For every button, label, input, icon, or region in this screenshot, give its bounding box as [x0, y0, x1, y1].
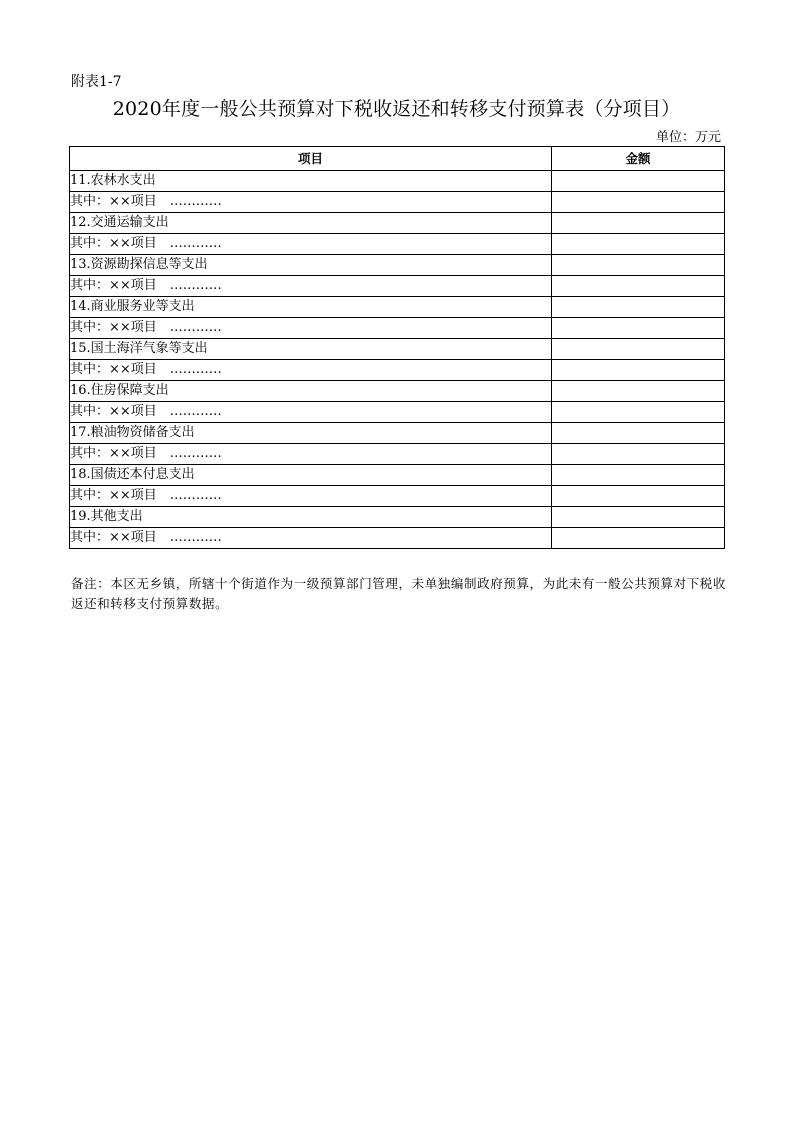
- table-row: [70, 360, 725, 381]
- row-amount: [552, 255, 725, 276]
- row-item: 11.农林水支出: [70, 171, 552, 192]
- row-amount: [552, 423, 725, 444]
- row-item: 其中：××项目 …………: [70, 402, 552, 423]
- table-row: [70, 465, 725, 486]
- row-amount: [552, 276, 725, 297]
- row-amount: [552, 507, 725, 528]
- row-item: 12.交通运输支出: [70, 213, 552, 234]
- row-amount: [552, 234, 725, 255]
- table-row: [70, 423, 725, 444]
- row-item: 其中：××项目 …………: [70, 276, 552, 297]
- row-item: 19.其他支出: [70, 507, 552, 528]
- table-header-row: [70, 147, 725, 171]
- row-item: 13.资源勘探信息等支出: [70, 255, 552, 276]
- row-item: 其中：××项目 …………: [70, 192, 552, 213]
- row-amount: [552, 318, 725, 339]
- table-row: [70, 339, 725, 360]
- table-row: [70, 171, 725, 192]
- row-item: 其中：××项目 …………: [70, 234, 552, 255]
- row-item: 16.住房保障支出: [70, 381, 552, 402]
- table-row: [70, 507, 725, 528]
- table-row: [70, 528, 725, 549]
- table-row: [70, 486, 725, 507]
- row-amount: [552, 381, 725, 402]
- row-item: 其中：××项目 …………: [70, 318, 552, 339]
- row-amount: [552, 297, 725, 318]
- table-row: [70, 444, 725, 465]
- row-item: 18.国债还本付息支出: [70, 465, 552, 486]
- row-item: 15.国土海洋气象等支出: [70, 339, 552, 360]
- row-amount: [552, 171, 725, 192]
- column-header-item: 项目: [70, 147, 552, 171]
- row-amount: [552, 192, 725, 213]
- attachment-label: 附表1-7: [71, 74, 122, 90]
- row-amount: [552, 486, 725, 507]
- table-row: [70, 402, 725, 423]
- row-amount: [552, 360, 725, 381]
- row-item: 其中：××项目 …………: [70, 444, 552, 465]
- table-row: [70, 276, 725, 297]
- table-row: [70, 381, 725, 402]
- row-amount: [552, 213, 725, 234]
- row-item: 其中：××项目 …………: [70, 360, 552, 381]
- table-row: [70, 255, 725, 276]
- row-amount: [552, 339, 725, 360]
- column-header-amount: 金额: [552, 147, 725, 171]
- row-item: 17.粮油物资储备支出: [70, 423, 552, 444]
- table-row: [70, 234, 725, 255]
- row-item: 14.商业服务业等支出: [70, 297, 552, 318]
- table-row: [70, 213, 725, 234]
- row-amount: [552, 444, 725, 465]
- table-row: [70, 297, 725, 318]
- row-item: 其中：××项目 …………: [70, 486, 552, 507]
- row-amount: [552, 528, 725, 549]
- unit-label: 单位：万元: [655, 130, 721, 145]
- table-row: [70, 192, 725, 213]
- row-amount: [552, 402, 725, 423]
- table-row: [70, 318, 725, 339]
- budget-table: [69, 146, 725, 549]
- row-item: 其中：××项目 …………: [70, 528, 552, 549]
- page-title: 2020年度一般公共预算对下税收返还和转移支付预算表（分项目）: [112, 98, 681, 120]
- row-amount: [552, 465, 725, 486]
- footnote: 备注：本区无乡镇，所辖十个街道作为一级预算部门管理，未单独编制政府预算，为此未有一般公共预算对下税收返还和转移支付预算数据。: [71, 576, 727, 611]
